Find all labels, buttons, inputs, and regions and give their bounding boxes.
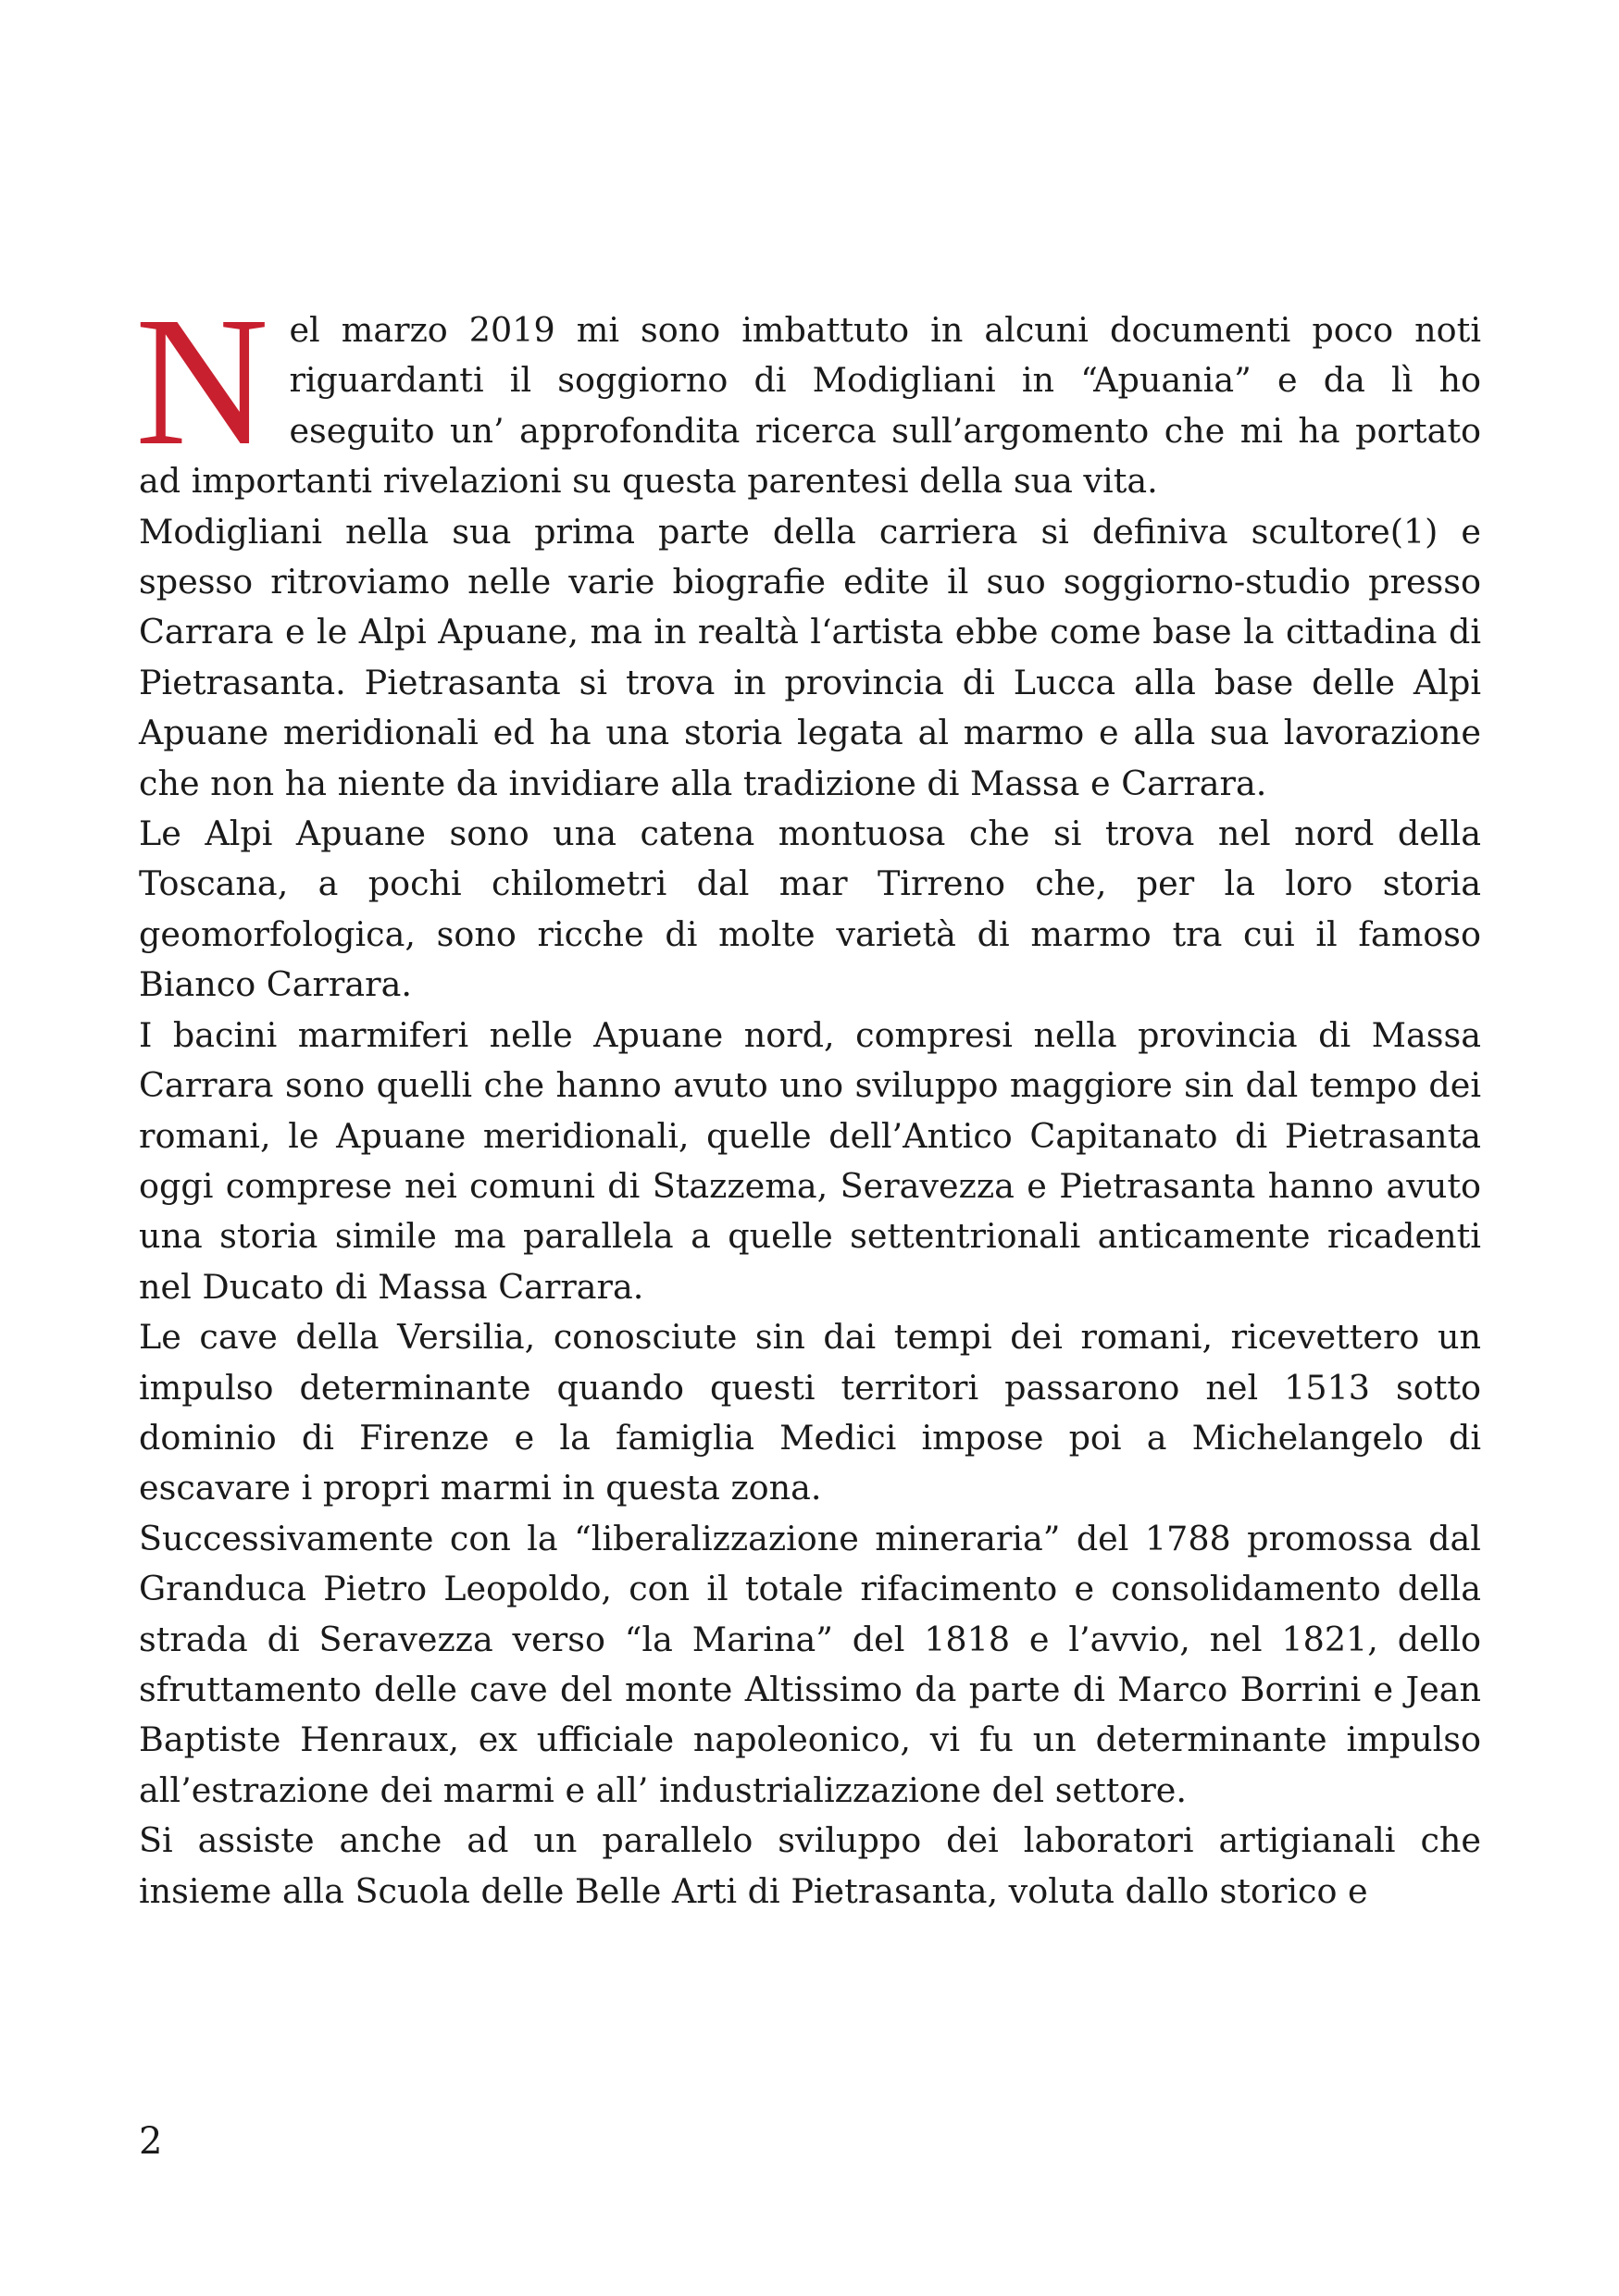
paragraph-7: Si assiste anche ad un parallelo sviluppo dei laboratori artigianali che insieme alla Scuola delle Belle Arti di Pietrasanta, voluta dallo storico e — [139, 1820, 1481, 1911]
paragraph-2: Modigliani nella sua prima parte della carriera si definiva scultore(1) e spesso ritroviamo nelle varie biografie edite il suo soggiorno-studio presso Carrara e le Alpi Apuane, ma in realtà l‘artista ebbe come base la cittadina di Pietrasanta. Pietrasanta si trova in provincia di Lucca alla base delle Alpi Apuane meridionali ed ha una storia legata al marmo e alla sua lavorazione che non ha niente da invidiare alla tradizione di Massa e Carrara. — [139, 511, 1481, 803]
drop-cap-letter: N — [135, 279, 269, 484]
page-number: 2 — [139, 2120, 163, 2163]
paragraph-3: Le Alpi Apuane sono una catena montuosa che si trova nel nord della Toscana, a pochi chilometri dal mar Tirreno che, per la loro storia geomorfologica, sono ricche di molte varietà di marmo tra cui il famoso Bianco Carrara. — [139, 813, 1481, 1005]
paragraph-6: Successivamente con la “liberalizzazione mineraria” del 1788 promossa dal Granduca Pietro Leopoldo, con il totale rifacimento e consolidamento della strada di Seravezza verso “la Marina” del 1818 e l’avvio, nel 1821, dello sfruttamento delle cave del monte Altissimo da parte di Marco Borrini e Jean Baptiste Henraux, ex ufficiale napoleonico, vi fu un determinante impulso all’estrazione dei marmi e all’ industrializzazione del settore. — [139, 1518, 1481, 1810]
body-text — [135, 279, 1481, 1917]
paragraph-1-text: el marzo 2019 mi sono imbattuto in alcuni documenti poco noti riguardanti il soggiorno di Modigliani in “Apuania” e da lì ho eseguito un’ approfondita ricerca sull’argomento che mi ha portato ad importanti rivelazioni su questa parentesi della sua vita. — [139, 310, 1481, 502]
paragraph-5: Le cave della Versilia, conosciute sin dai tempi dei romani, ricevettero un impulso determinante quando questi territori passarono nel 1513 sotto dominio di Firenze e la famiglia Medici impose poi a Michelangelo di escavare i propri marmi in questa zona. — [139, 1317, 1481, 1508]
paragraph-4: I bacini marmiferi nelle Apuane nord, compresi nella provincia di Massa Carrara sono quelli che hanno avuto uno sviluppo maggiore sin dal tempo dei romani, le Apuane meridionali, quelle dell’Antico Capitanato di Pietrasanta oggi comprese nei comuni di Stazzema, Seravezza e Pietrasanta hanno avuto una storia simile ma parallela a quelle settentrionali anticamente ricadenti nel Ducato di Massa Carrara. — [139, 1014, 1481, 1307]
paragraph-1 — [135, 279, 1481, 507]
